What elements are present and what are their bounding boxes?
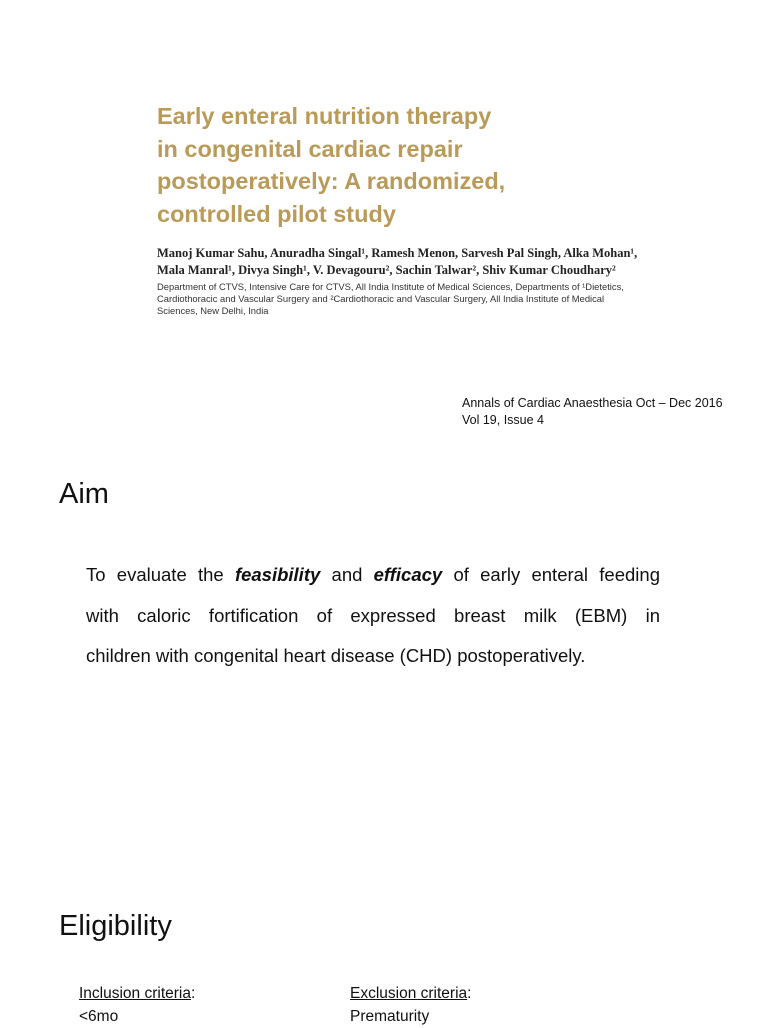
affiliation-line: Cardiothoracic and Vascular Surgery and ²Cardiothoracic and Vascular Surgery, All India Institute of Medical xyxy=(157,293,605,304)
author-line: Mala Manral¹, Divya Singh¹, V. Devagouru², Sachin Talwar², Shiv Kumar Choudhary² xyxy=(157,263,616,277)
aim-emphasis-feasibility: feasibility xyxy=(234,564,321,585)
aim-emphasis-efficacy: efficacy xyxy=(373,564,443,585)
aim-heading: Aim xyxy=(59,478,109,510)
inclusion-criteria xyxy=(79,982,195,1028)
paper-title-line: in congenital cardiac repair xyxy=(157,135,463,162)
exclusion-item: Prematurity xyxy=(350,1008,430,1025)
eligibility-heading: Eligibility xyxy=(59,910,172,942)
affiliation-line: Department of CTVS, Intensive Care for CTVS, All India Institute of Medical Sciences, Departments of ¹Dietetics, xyxy=(157,281,624,292)
aim-text-segment: of early enteral feeding xyxy=(442,564,660,585)
inclusion-item: <6mo xyxy=(79,1008,119,1025)
aim-text-segment: To evaluate the xyxy=(86,564,235,585)
author-line: Manoj Kumar Sahu, Anuradha Singal¹, Ramesh Menon, Sarvesh Pal Singh, Alka Mohan¹, xyxy=(157,246,638,260)
aim-line-1 xyxy=(86,555,660,596)
aim-line-3: children with congenital heart disease (CHD) postoperatively. xyxy=(86,645,586,666)
citation-volume: Vol 19, Issue 4 xyxy=(462,413,545,427)
paper-title-line: controlled pilot study xyxy=(157,200,396,227)
aim-line-2: with caloric fortification of expressed breast milk (EBM) in xyxy=(86,604,660,626)
paper-title-line: Early enteral nutrition therapy xyxy=(157,103,492,129)
journal-citation xyxy=(462,395,762,429)
exclusion-header: Exclusion criteria: xyxy=(350,985,472,1002)
citation-journal: Annals of Cardiac Anaesthesia Oct – Dec 2016 xyxy=(462,396,723,410)
paper-title-line: postoperatively: A randomized, xyxy=(157,168,506,194)
inclusion-header: Inclusion criteria: xyxy=(79,985,196,1002)
exclusion-label: Exclusion criteria xyxy=(350,985,468,1002)
affiliation-line: Sciences, New Delhi, India xyxy=(157,305,269,316)
aim-text-segment: and xyxy=(320,564,374,585)
paper-affiliations xyxy=(157,281,657,317)
aim-text xyxy=(86,555,660,677)
inclusion-label: Inclusion criteria xyxy=(79,985,191,1002)
paper-authors xyxy=(157,245,657,279)
exclusion-criteria xyxy=(350,982,471,1028)
paper-title xyxy=(157,100,577,230)
